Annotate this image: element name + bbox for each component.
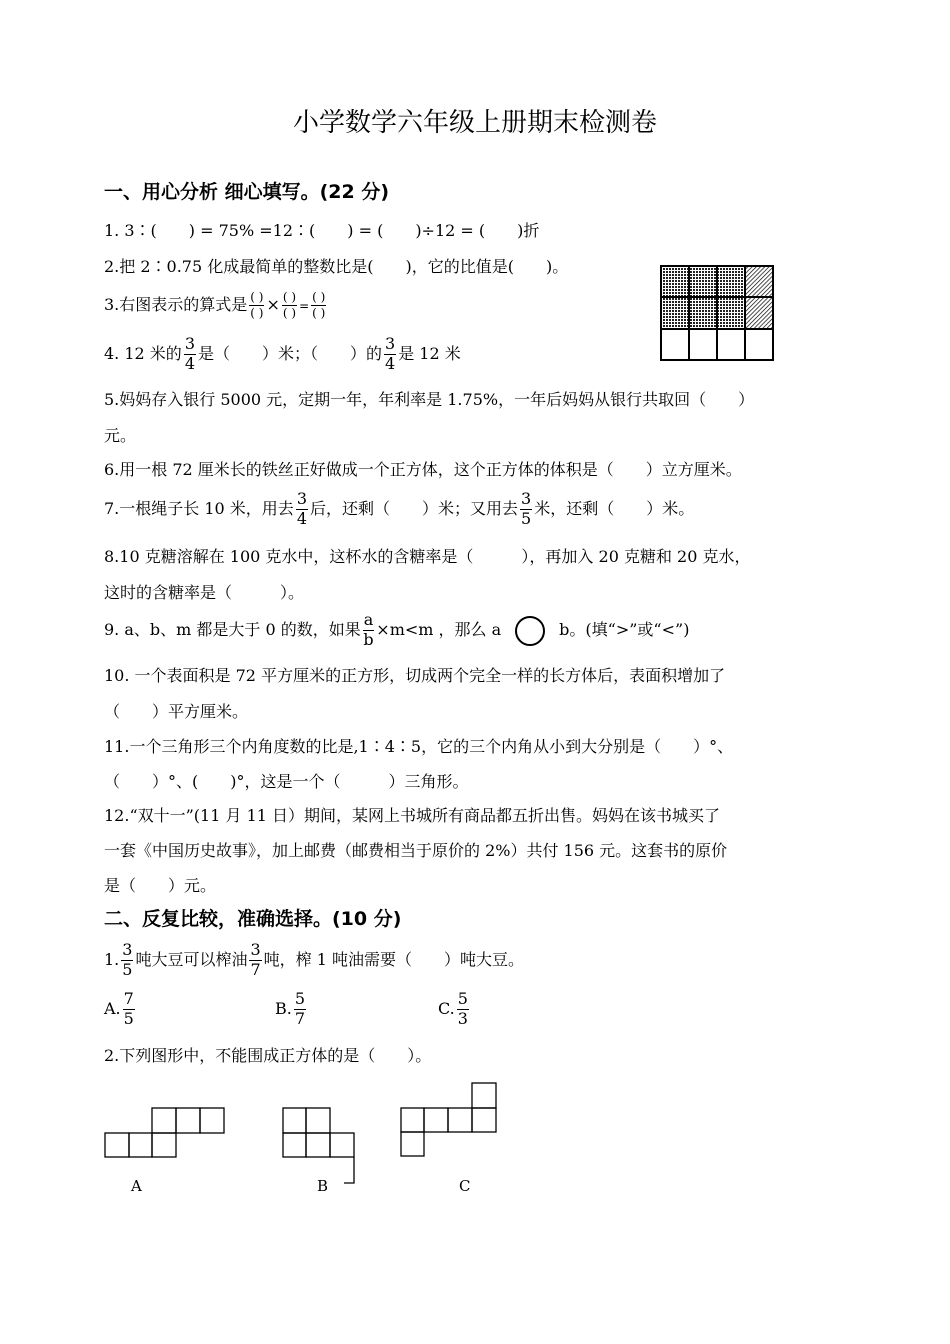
numerator: 5	[294, 989, 306, 1009]
question-1-5-line1: 5.妈妈存入银行 5000 元，定期一年，年利率是 1.75%，一年后妈妈从银行共取回（ ）	[104, 390, 755, 409]
fraction-a-b	[363, 612, 375, 649]
question-1-11-line2: （ ）°、( )°，这是一个（ ）三角形。	[104, 772, 469, 791]
q4-text-1: 4. 12 米的	[104, 344, 182, 363]
question-2-1	[104, 937, 524, 983]
section1-heading: 一、用心分析 细心填写。(22 分)	[104, 181, 390, 203]
section2-heading: 二、反复比较，准确选择。(10 分)	[104, 908, 402, 930]
fraction-grid-figure	[660, 265, 774, 361]
fraction-3-4	[384, 336, 396, 373]
option-label: B.	[275, 999, 292, 1018]
question-1-8-line2: 这时的含糖率是（ ）。	[104, 583, 305, 602]
blank: ( )	[312, 306, 326, 320]
question-1-7	[104, 486, 694, 532]
q2-1-text-1: 吨大豆可以榨油	[135, 950, 248, 969]
net-label-b: B	[317, 1177, 329, 1195]
denominator: 4	[385, 354, 396, 373]
cube-net-a	[104, 1107, 226, 1159]
q4-text-2: 是（ ）米；（ ）的	[198, 344, 383, 363]
option-label: A.	[104, 999, 121, 1018]
option-b[interactable]	[275, 986, 308, 1032]
q3-prefix: 3.右图表示的算式是	[104, 295, 248, 314]
numerator: 3	[122, 940, 133, 960]
numerator: 3	[521, 489, 532, 509]
denominator: 4	[296, 509, 307, 528]
option-a[interactable]	[104, 986, 137, 1032]
denominator: 7	[294, 1009, 306, 1028]
option-fraction	[457, 991, 469, 1028]
question-1-10-line2: （ ）平方厘米。	[104, 702, 249, 721]
net-label-a: A	[131, 1177, 142, 1195]
blank: ( )	[250, 290, 264, 305]
question-1-6: 6.用一根 72 厘米长的铁丝正好做成一个正方体，这个正方体的体积是（ ）立方厘米。	[104, 460, 742, 479]
option-label: C.	[438, 999, 455, 1018]
q3-frac-3	[311, 291, 326, 319]
cube-net-c	[400, 1082, 498, 1158]
question-1-9	[104, 607, 689, 653]
q2-1-prefix: 1.	[104, 950, 120, 969]
question-1-12-line2: 一套《中国历史故事》，加上邮费（邮费相当于原价的 2%）共付 156 元。这套书的原价	[104, 841, 728, 860]
compare-circle[interactable]	[515, 616, 545, 646]
fraction-3-5	[520, 491, 532, 528]
page-title: 小学数学六年级上册期末检测卷	[292, 108, 657, 138]
cube-net-b	[282, 1107, 358, 1185]
question-2-2: 2.下列图形中，不能围成正方体的是（ ）。	[104, 1046, 432, 1065]
question-1-11-line1: 11.一个三角形三个内角度数的比是,1∶4∶5，它的三个内角从小到大分别是（ ）°、	[104, 737, 734, 756]
blank: ( )	[312, 290, 326, 305]
blank: ( )	[282, 306, 297, 320]
option-fraction	[294, 991, 306, 1028]
fraction-3-5	[121, 942, 133, 979]
numerator: a	[363, 610, 374, 630]
blank: ( )	[282, 290, 297, 305]
question-1-2: 2.把 2∶0.75 化成最简单的整数比是( )，它的比值是( )。	[104, 257, 569, 276]
q3-frac-2	[282, 291, 297, 319]
question-1-12-line1: 12.“双十一”(11 月 11 日）期间，某网上书城所有商品都五折出售。妈妈在该书城买了	[104, 806, 721, 825]
q7-text-2: 后，还剩（ ）米；又用去	[310, 499, 519, 518]
denominator: 4	[184, 354, 195, 373]
q2-1-text-2: 吨，榨 1 吨油需要（ ）吨大豆。	[263, 950, 525, 969]
option-fraction	[123, 991, 135, 1028]
q7-text-3: 米，还剩（ ）米。	[534, 499, 695, 518]
numerator: 3	[385, 334, 396, 354]
q4-text-3: 是 12 米	[398, 344, 461, 363]
option-c[interactable]	[438, 986, 471, 1032]
question-1-8-line1: 8.10 克糖溶解在 100 克水中，这杯水的含糖率是（ ），再加入 20 克糖和 20 克水，	[104, 547, 751, 566]
fraction-3-4	[296, 491, 308, 528]
times-sign: ×	[266, 295, 280, 314]
denominator: 5	[521, 509, 532, 528]
question-1-4	[104, 332, 461, 376]
equals-sign: =	[299, 299, 310, 313]
question-1-5-line2: 元。	[104, 426, 137, 445]
denominator: 5	[123, 1009, 134, 1028]
q9-text-1: 9. a、b、m 都是大于 0 的数，如果	[104, 620, 361, 639]
numerator: 3	[250, 940, 261, 960]
q9-text-2: ×m<m ，那么 a	[376, 620, 502, 639]
q3-frac-1	[249, 291, 264, 319]
numerator: 3	[184, 334, 195, 354]
q7-text-1: 7.一根绳子长 10 米，用去	[104, 499, 294, 518]
numerator: 7	[123, 989, 134, 1009]
question-1-12-line3: 是（ ）元。	[104, 876, 217, 895]
numerator: 3	[296, 489, 307, 509]
numerator: 5	[457, 989, 468, 1009]
net-label-c: C	[459, 1177, 471, 1195]
q9-text-3: b。(填“>”或“<”)	[559, 620, 690, 639]
denominator: 7	[250, 960, 261, 979]
question-1-3	[104, 282, 328, 329]
question-1-1: 1. 3∶( ) = 75% =12∶( ) = ( )÷12 = ( )折	[104, 221, 540, 240]
fraction-3-4	[184, 336, 196, 373]
denominator: 3	[457, 1009, 468, 1028]
fraction-3-7	[249, 942, 261, 979]
blank: ( )	[250, 306, 264, 320]
question-1-10-line1: 10. 一个表面积是 72 平方厘米的正方形，切成两个完全一样的长方体后，表面积增加了	[104, 666, 726, 685]
denominator: 5	[122, 960, 133, 979]
denominator: b	[363, 630, 374, 649]
